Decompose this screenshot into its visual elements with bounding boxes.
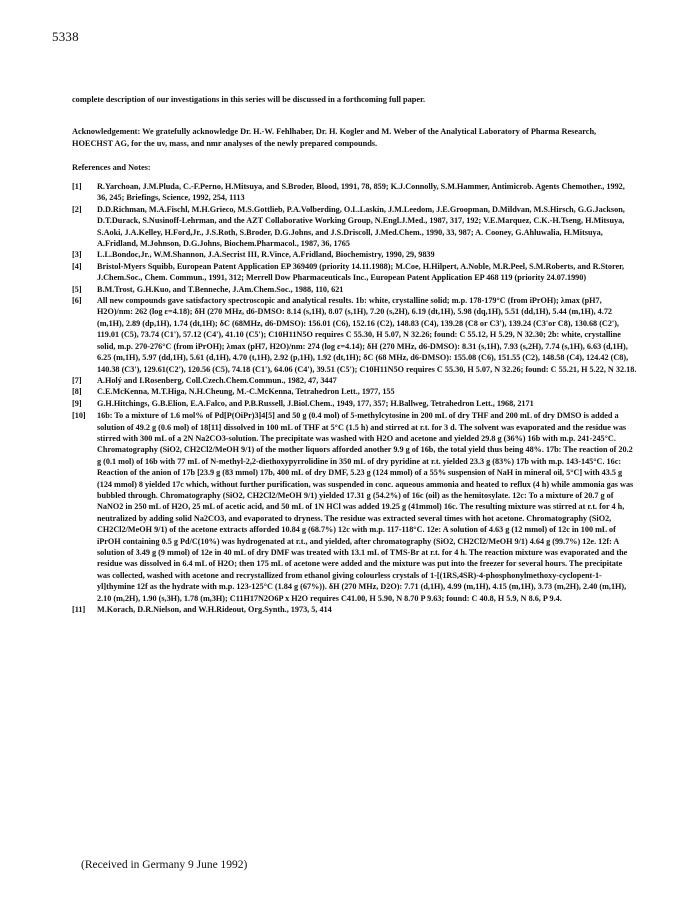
reference-number: [11] [72,605,86,615]
reference-item [72,249,637,260]
reference-number: [1] [72,182,82,191]
reference-item [72,181,637,204]
reference-number: [3] [72,250,82,260]
reference-item [72,295,637,375]
reference-item [72,398,637,409]
reference-text: D.D.Richman, M.A.Fischl, M.H.Grieco, M.S.Gottlieb, P.A.Volberding, O.L.Laskin, J.M.Leedom, J.E.Groopman, D.Mildvan, M.S.Hirsch, G.G.Jackson, D.T.Durack, S.Nusinoff-Lehrman, and the AZT Collaborative Working Group, N.Engl.J.Med., 1987, 317, 192; V.E.Marquez, C.K.-H.Tseng, H.Mitsuya, S.Aoki, J.A.Kelley, H.Ford,Jr., J.S.Roth, S.Broder, D.G.Johns, and J.S.Driscoll, J.Med.Chem., 1990, 33, 987; A. Cooney, G.Ahluwalia, H.Mitsuya, A.Fridland, M.Johnson, D.G.Johns, Biochem.Pharmacol., 1987, 36, 1765 [97,204,625,249]
received-date-note: (Received in Germany 9 June 1992) [81,859,248,871]
reference-text: C.E.McKenna, M.T.Higa, N.H.Cheung, M.-C.McKenna, Tetrahedron Lett., 1977, 155 [97,387,395,397]
reference-item [72,410,637,604]
reference-text: B.M.Trost, G.H.Kuo, and T.Benneche, J.Am.Chem.Soc., 1988, 110, 621 [97,284,344,294]
intro-paragraph: complete description of our investigations in this series will be discussed in a forthcoming full paper. [72,95,426,104]
reference-text: All new compounds gave satisfactory spectroscopic and analytical results. 1b: white, crystalline solid; m.p. 178-179°C (from iPrOH); λmax (pH7, H2O)/nm: 262 (log ε=4.18); δH (270 MHz, d6-DMSO: 8.14 (s,1H), 8.07 (s,1H), 7.20 (s,2H), 6.19 (dt,1H), 5.98 (dq,1H), 5.51 (dd,1H), 5.44 (m,1H), 4.72 (m,1H), 2.89 (dp,1H), 1.74 (dt,1H); δC (68MHz, d6-DMSO): 156.01 (C6), 152.16 (C2), 148.83 (C4), 139.28 (C8 or C3'), 139.24 (C3'or C8), 130.68 (C2'), 119.01 (C5), 73.74 (C1'), 57.12 (C4'), 41.10 (C5'); C10H11N5O requires C 55.30, H 5.07, N 32.26; found: C 55.12, H 5.29, N 32.30; 2b: white, crystalline solid, m.p. 270-276°C (from iPrOH); λmax (pH7, H2O)/nm: 274 (log ε=4.14); δH (270 MHz, d6-DMSO): 8.31 (s,1H), 7.93 (s,2H), 7.74 (s,1H), 6.63 (d,1H), 6.25 (m,1H), 5.97 (dd,1H), 5.61 (d,1H), 4.70 (t,1H), 2.92 (p,1H), 1.92 (dt,1H); δC (68 MHz, d6-DMSO): 155.08 (C6), 151.55 (C2), 148.58 (C4), 124.42 (C8), 140.38 (C3'), 129.61(C2'), 120.56 (C5), 74.18 (C1'), 64.06 (C4'), 39.51 (C5'); C10H11N5O requires C 55.30, H 5.07, N 32.26; found: C 55.21, H 5.22, N 32.18. [97,296,637,374]
reference-number: [9] [72,398,82,408]
reference-number: [7] [72,375,82,385]
acknowledgement-paragraph: Acknowledgement: We gratefully acknowledge Dr. H.-W. Fehlhaber, Dr. H. Kogler and M. Weber of the Analytical Laboratory of Pharma Research, HOECHST AG, for the uv, mass, and nmr analyses of the newly prepared compounds. [72,127,597,148]
reference-text: R.Yarchoan, J.M.Pluda, C.-F.Perno, H.Mitsuya, and S.Broder, Blood, 1991, 78, 859; K.J.Connolly, S.M.Hammer, Antimicrob. Agents Chemother., 1992, 36, 245; Briefings, Science, 1992, 254, 1113 [97,182,625,203]
reference-text: L.L.Bondoc,Jr., W.M.Shannon, J.A.Secrist III, R.Vince, A.Fridland, Biochemistry, 1990, 29, 9839 [97,250,435,260]
reference-number: [5] [72,284,82,294]
reference-text: A.Holý and I.Rosenberg, Coll.Czech.Chem.Commun., 1982, 47, 3447 [97,375,337,385]
reference-text: 16b: To a mixture of 1.6 mol% of Pd[P(OiPr)3]4[5] and 50 g (0.4 mol) of 5-methylcytosine in 200 mL of dry THF and 200 mL of dry DMSO is added a solution of 49.2 g (0.6 mol) of 18[11] dissolved in 100 mL of THF at 5°C (1.5 h) and stirred at r.t. for 3 d. The solvent was evaporated and the residue was stirred with 300 mL of a 2N Na2CO3-solution. The precipitate was washed with H2O and acetone and yielded 29.8 g (36%) 16b with m.p. 241-245°C. Chromatography (SiO2, CH2Cl2/MeOH 9/1) of the mother liquors afforded another 9.9 g of 16b, the total yield thus being 48%. 17b: The reaction of 20.2 g (0.1 mol) of 16b with 77 mL of N-methyl-2,2-diethoxypyrrolidine in 350 mL of dry pyridine at r.t. yielded 23.3 g (83%) 17b with m.p. 143-145°C. 16c: Reaction of the anion of 17b [23.9 g (83 mmol) 17b, 400 mL of dry DMF, 5.23 g (124 mmol) of a 55% suspension of NaH in mineral oil, 5°C] with 43.5 g (124 mmol) 8 yielded 17c which, without further purification, was suspended in conc. aqueous ammonia and heated to reflux (4 h) while ammonia gas was bubbled through. Chromatography (SiO2, CH2Cl2/MeOH 9/1) yielded 17.31 g (54.2%) of 16c (oil) as the hemitosylate. 12c: To a mixture of 20.7 g of NaNO2 in 250 mL of H2O, 25 mL of acetic acid, and 50 mL of 1N HCl was added 19.25 g (41mmol) 16c. The resulting mixture was stirred at r.t. for 4 h, neutralized by adding solid Na2CO3, and evaporated to dryness. The residue was extracted several times with hot acetone. Chromatography (SiO2, CH2Cl2/MeOH 9/1) of the acetone extracts afforded 10.84 g (68.7%) 12c with m.p. 117-118°C. 12e: A solution of 4.63 g (12 mmol) of 12c in 100 mL of iPrOH containing 0.5 g Pd/C(10%) was hydrogenated at r.t., and yielded, after chromatography (SiO2, CH2Cl2/MeOH 9/1) 4.64 g (99.7%) 12e. 12f: A solution of 3.49 g (9 mmol) of 12e in 40 mL of dry DMF was treated with 13.1 mL of TMS-Br at r.t. for 4 h. The reaction mixture was evaporated and the residue was dissolved in 6.4 mL of H2O; then 175 mL of acetone were added and the mixture was put into the freezer for several hours. The precipitate was collected, washed with acetone and recrystallized from ethanol giving colourless crystals of 1-[(1RS,4SR)-4-phosphonylmethoxy-cyclopent-1-yl]thymine 12f as the hydrate with m.p. 123-125°C (1.84 g (67%)). δH (270 MHz, D2O): 7.71 (d,1H), 4.99 (m,1H), 4.15 (m,1H), 3.73 (m,2H), 2.40 (m,1H), 2.10 (m,2H), 1.90 (s,3H), 1.78 (m,3H); C11H17N2O6P x H2O requires C41.00, H 5.90, N 8.70 P 9.63; found: C 40.8, H 5.9, N 8.6, P 9.4. [97,411,634,603]
reference-item [72,204,637,250]
references-list [72,181,637,615]
reference-text: Bristol-Myers Squibb, European Patent Application EP 369409 (priority 14.11.1988); M.Coe, H.Hilpert, A.Noble, M.R.Peel, S.M.Roberts, and R.Storer, J.Chem.Soc., Chem. Commun., 1991, 312; Merrell Dow Pharmaceuticals Inc., European Patent Application EP 468 119 (priority 24.07.1990) [97,261,625,283]
reference-item [72,261,637,284]
reference-item [72,604,637,615]
reference-number: [4] [72,261,82,271]
reference-text: M.Korach, D.R.Nielson, and W.H.Rideout, Org.Synth., 1973, 5, 414 [97,605,332,615]
reference-number: [8] [72,387,82,397]
reference-item [72,375,637,386]
reference-number: [6] [72,296,82,306]
reference-number: [10] [72,411,86,421]
reference-text: G.H.Hitchings, G.B.Elion, E.A.Falco, and P.B.Russell, J.Biol.Chem., 1949, 177, 357; H.Ballweg, Tetrahedron Lett., 1968, 2171 [97,398,534,408]
references-heading: References and Notes: [72,163,151,172]
reference-number: [2] [72,204,82,214]
reference-item [72,386,637,397]
page-number: 5338 [52,29,79,44]
reference-item [72,284,637,295]
